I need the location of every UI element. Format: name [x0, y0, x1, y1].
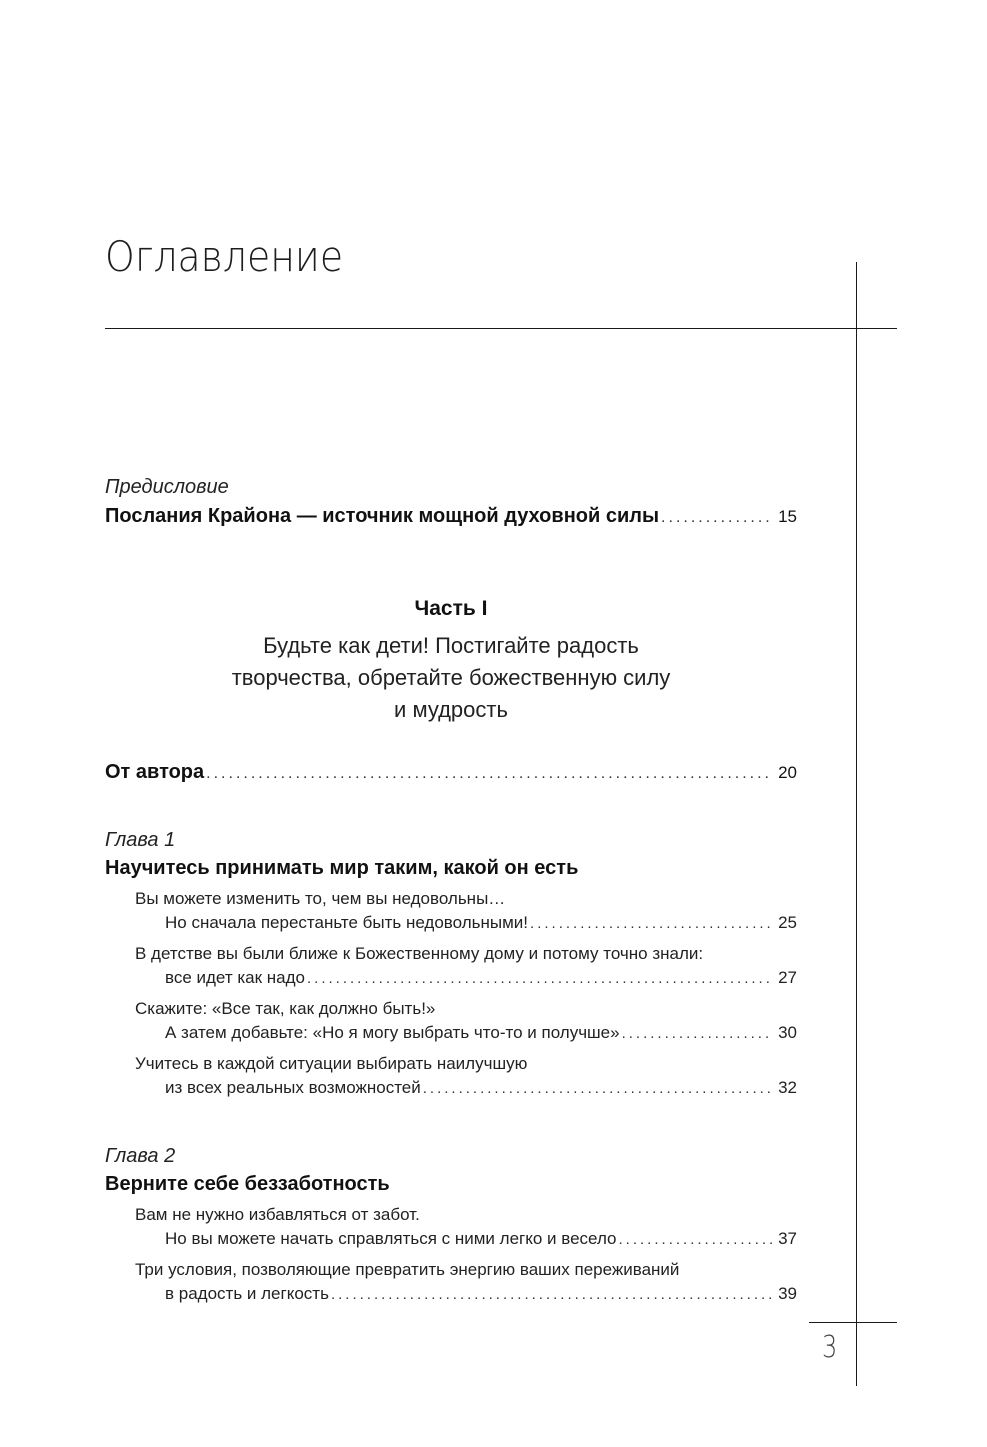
section-line-2: в радость и легкость — [165, 1284, 329, 1303]
section-page: 39 — [778, 1284, 797, 1303]
chapter-title[interactable]: Верните себе беззаботность — [105, 1173, 390, 1195]
toc-chapter-2 — [105, 1143, 797, 1307]
chapter-label: Глава 1 — [105, 829, 176, 851]
toc-section[interactable] — [105, 1258, 797, 1307]
preface-label: Предисловие — [105, 476, 229, 498]
section-page: 32 — [778, 1078, 797, 1097]
toc-section[interactable] — [105, 942, 797, 991]
section-line-2: Но вы можете начать справляться с ними легко и весело — [165, 1229, 617, 1248]
toc-chapter-1 — [105, 827, 797, 1101]
toc-entry-from-author[interactable] — [105, 758, 797, 788]
part-title-line: Будьте как дети! Постигайте радость — [263, 633, 639, 658]
part-title — [105, 630, 797, 726]
entry-page: 20 — [778, 763, 797, 782]
section-page: 37 — [778, 1229, 797, 1248]
dot-leader — [661, 504, 772, 532]
toc-preface — [105, 474, 797, 532]
dot-leader — [423, 1077, 772, 1101]
part-heading — [105, 594, 797, 726]
section-page: 30 — [778, 1023, 797, 1042]
title-underline — [105, 328, 897, 329]
entry-title: От автора — [105, 761, 205, 783]
section-line-1: Учитесь в каждой ситуации выбирать наилучшую — [135, 1054, 528, 1073]
section-line-1: Скажите: «Все так, как должно быть!» — [135, 999, 436, 1018]
toc-section[interactable] — [105, 1203, 797, 1252]
toc-section[interactable] — [105, 1052, 797, 1101]
chapter-title[interactable]: Научитесь принимать мир таким, какой он есть — [105, 857, 579, 879]
dot-leader — [206, 760, 772, 788]
toc-section[interactable] — [105, 887, 797, 936]
section-line-2: Но сначала перестаньте быть недовольными! — [165, 913, 529, 932]
part-title-line: творчества, обретайте божественную силу — [231, 665, 671, 690]
entry-page: 15 — [778, 507, 797, 526]
vertical-rule — [856, 262, 857, 1386]
dot-leader — [622, 1022, 772, 1046]
page-number: 3 — [822, 1330, 838, 1365]
dot-leader — [619, 1228, 773, 1252]
dot-leader — [530, 912, 772, 936]
page-title: Оглавление — [105, 232, 344, 281]
section-page: 27 — [778, 968, 797, 987]
section-line-1: В детстве вы были ближе к Божественному дому и потому точно знали: — [135, 944, 704, 963]
part-label: Часть I — [414, 597, 488, 620]
toc-section[interactable] — [105, 997, 797, 1046]
part-title-line: и мудрость — [394, 697, 508, 722]
toc-from-author — [105, 758, 797, 788]
section-line-2: все идет как надо — [165, 968, 305, 987]
chapter-label: Глава 2 — [105, 1145, 176, 1167]
page-number-rule — [809, 1322, 897, 1323]
section-line-2: из всех реальных возможностей — [165, 1078, 421, 1097]
toc-entry-preface[interactable] — [105, 502, 797, 532]
dot-leader — [307, 967, 772, 991]
section-page: 25 — [778, 913, 797, 932]
section-line-1: Три условия, позволяющие превратить энергию ваших переживаний — [135, 1260, 680, 1279]
section-line-2: А затем добавьте: «Но я могу выбрать что-то и получше» — [165, 1023, 620, 1042]
dot-leader — [331, 1283, 772, 1307]
section-line-1: Вам не нужно избавляться от забот. — [135, 1205, 420, 1224]
entry-title: Послания Крайона — источник мощной духовной силы — [105, 505, 660, 527]
section-line-1: Вы можете изменить то, чем вы недовольны… — [135, 889, 506, 908]
